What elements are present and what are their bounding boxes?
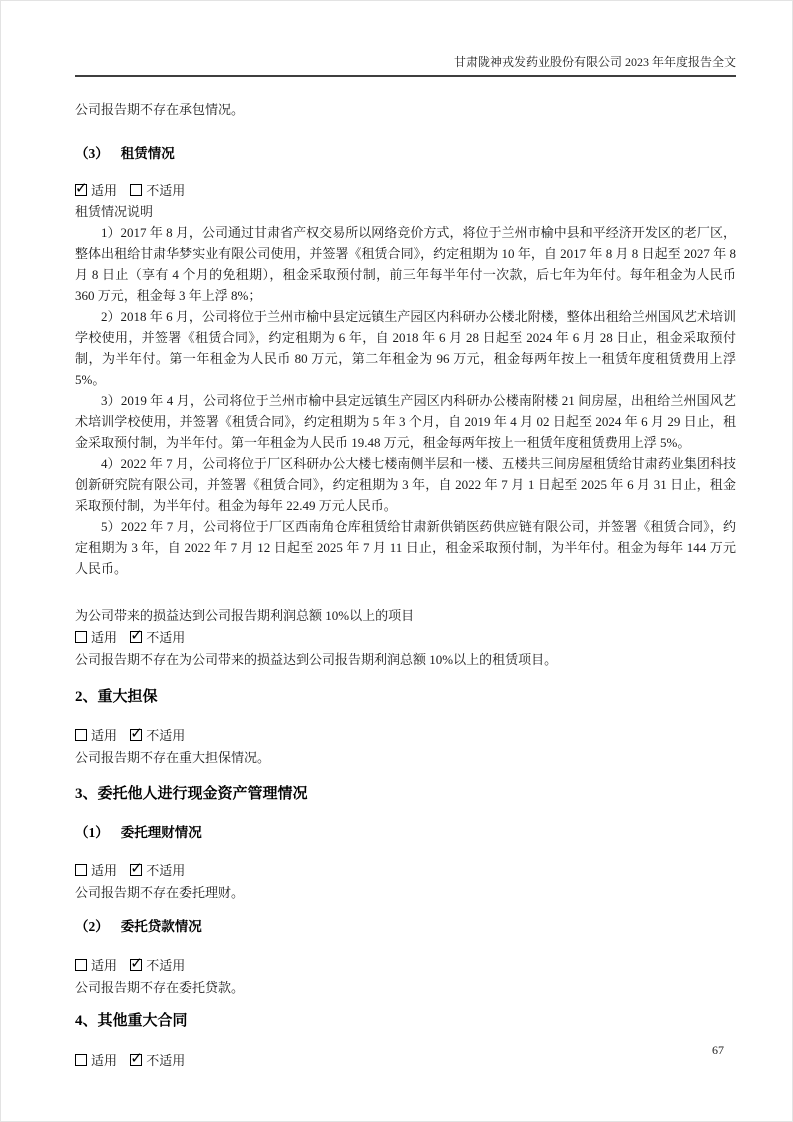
- applicable-option: [75, 728, 117, 743]
- heading-number: （3）: [75, 146, 109, 161]
- not-applicable-label: 不适用: [146, 958, 186, 973]
- heading-cash-mgmt: 3、委托他人进行现金资产管理情况: [75, 786, 308, 802]
- applicable-option: [75, 863, 117, 878]
- report-header-title: 甘肃陇神戎发药业股份有限公司 2023 年年度报告全文: [453, 55, 736, 69]
- guarantee-note: 公司报告期不存在重大担保情况。: [75, 750, 271, 765]
- other-contracts-applicability-row: [75, 1050, 736, 1071]
- profit-applicability-row: [75, 627, 736, 648]
- lease-applicability-row: [75, 180, 736, 201]
- heading-title: 委托理财情况: [120, 825, 202, 840]
- heading-number: （2）: [75, 919, 109, 934]
- guarantee-applicability-row: [75, 725, 736, 746]
- lease-paragraph-5: 5）2022 年 7 月，公司将位于厂区西南角仓库租赁给甘肃新供销医药供应链有限公司，并签署《租赁合同》，约定租期为 3 年，自 2022 年 7 月 12 日起至 2025 年 7 月 11 日止，租金采取预付制，为半年付。租金为每年 144 万元人民币。: [75, 519, 736, 576]
- not-applicable-option: [130, 728, 185, 743]
- heading-number: （1）: [75, 825, 109, 840]
- applicable-label: 适用: [91, 183, 118, 198]
- not-applicable-checkbox: [130, 864, 142, 876]
- applicable-label: 适用: [91, 630, 118, 645]
- applicable-checkbox: [75, 729, 87, 741]
- not-applicable-option: [130, 630, 185, 645]
- not-applicable-label: 不适用: [146, 183, 186, 198]
- not-applicable-checkbox: [130, 959, 142, 971]
- not-applicable-option: [130, 863, 185, 878]
- applicable-label: 适用: [91, 728, 118, 743]
- applicable-label: 适用: [91, 863, 118, 878]
- applicable-label: 适用: [91, 958, 118, 973]
- heading-entrusted-wealth: [75, 823, 736, 843]
- applicable-checkbox: [75, 1054, 87, 1066]
- applicable-checkbox: [75, 631, 87, 643]
- loans-note: 公司报告期不存在委托贷款。: [75, 980, 245, 995]
- applicable-checkbox: [75, 184, 87, 196]
- profit-item-title: 为公司带来的损益达到公司报告期利润总额 10%以上的项目: [75, 608, 415, 623]
- heading-lease-section: [75, 144, 736, 164]
- applicable-option: [75, 630, 117, 645]
- lease-paragraph-3: 3）2019 年 4 月，公司将位于兰州市榆中县定远镇生产园区内科研办公楼南附楼 21 间房屋，出租给兰州国风艺术培训学校使用，并签署《租赁合同》，约定租期为 5 年 3 个月，自 2019 年 4 月 02 日起至 2024 年 6 月 29 日止，租金采取预付制，为半年付。第一年租金为人民币 19.48 万元，租金每两年按上一租赁年度租赁费用上浮 5%。: [75, 393, 736, 450]
- lease-paragraph-1: 1）2017 年 8 月，公司通过甘肃省产权交易所以网络竞价方式，将位于兰州市榆中县和平经济开发区的老厂区，整体出租给甘肃华梦实业有限公司使用，并签署《租赁合同》，约定租期为 10 年，自 2017 年 8 月 8 日起至 2027 年 8 月 8 日止（享有 4 个月的免租期），租金采取预付制，前三年每半年付一次款，后七年为年付。每年租金为人民币 360 万元，租金每 3 年上浮 8%；: [75, 225, 736, 303]
- page-header: [75, 1, 736, 77]
- lease-paragraph-4: 4）2022 年 7 月，公司将位于厂区科研办公大楼七楼南侧半层和一楼、五楼共三间房屋租赁给甘肃药业集团科技创新研究院有限公司，并签署《租赁合同》，约定租期为 3 年，自 2022 年 7 月 1 日起至 2025 年 6 月 31 日止，租金采取预付制，为半年付。租金为每年 22.49 万元人民币。: [75, 456, 736, 513]
- not-applicable-option: [130, 183, 185, 198]
- not-applicable-label: 不适用: [146, 728, 186, 743]
- not-applicable-option: [130, 958, 185, 973]
- not-applicable-label: 不适用: [146, 863, 186, 878]
- contracting-note: 公司报告期不存在承包情况。: [75, 102, 245, 117]
- wealth-applicability-row: [75, 860, 736, 881]
- lease-paragraph-2: 2）2018 年 6 月，公司将位于兰州市榆中县定远镇生产园区内科研办公楼北附楼，整体出租给兰州国风艺术培训学校使用，并签署《租赁合同》，约定租期为 6 年，自 2018 年 6 月 28 日起至 2024 年 6 月 28 日止，租金采取预付制，为半年付。第一年租金为人民币 80 万元，第二年租金为 96 万元，租金每两年按上一租赁年度租赁费用上浮 5%。: [75, 309, 736, 387]
- lease-explanation-title: 租赁情况说明: [75, 204, 154, 219]
- loans-applicability-row: [75, 955, 736, 976]
- page-number: 67: [712, 1043, 724, 1057]
- not-applicable-label: 不适用: [146, 1053, 186, 1068]
- heading-title: 委托贷款情况: [120, 919, 202, 934]
- applicable-option: [75, 1053, 117, 1068]
- heading-title: 租赁情况: [120, 146, 175, 161]
- applicable-checkbox: [75, 959, 87, 971]
- applicable-option: [75, 958, 117, 973]
- not-applicable-checkbox: [130, 1054, 142, 1066]
- not-applicable-label: 不适用: [146, 630, 186, 645]
- heading-other-contracts: 4、其他重大合同: [75, 1013, 188, 1029]
- applicable-checkbox: [75, 864, 87, 876]
- applicable-label: 适用: [91, 1053, 118, 1068]
- heading-entrusted-loans: [75, 917, 736, 937]
- lease-paragraphs: [75, 222, 736, 579]
- not-applicable-option: [130, 1053, 185, 1068]
- wealth-note: 公司报告期不存在委托理财。: [75, 885, 245, 900]
- not-applicable-checkbox: [130, 729, 142, 741]
- not-applicable-checkbox: [130, 631, 142, 643]
- not-applicable-checkbox: [130, 184, 142, 196]
- profit-note: 公司报告期不存在为公司带来的损益达到公司报告期利润总额 10%以上的租赁项目。: [75, 652, 558, 667]
- applicable-option: [75, 183, 117, 198]
- heading-guarantee: 2、重大担保: [75, 689, 158, 705]
